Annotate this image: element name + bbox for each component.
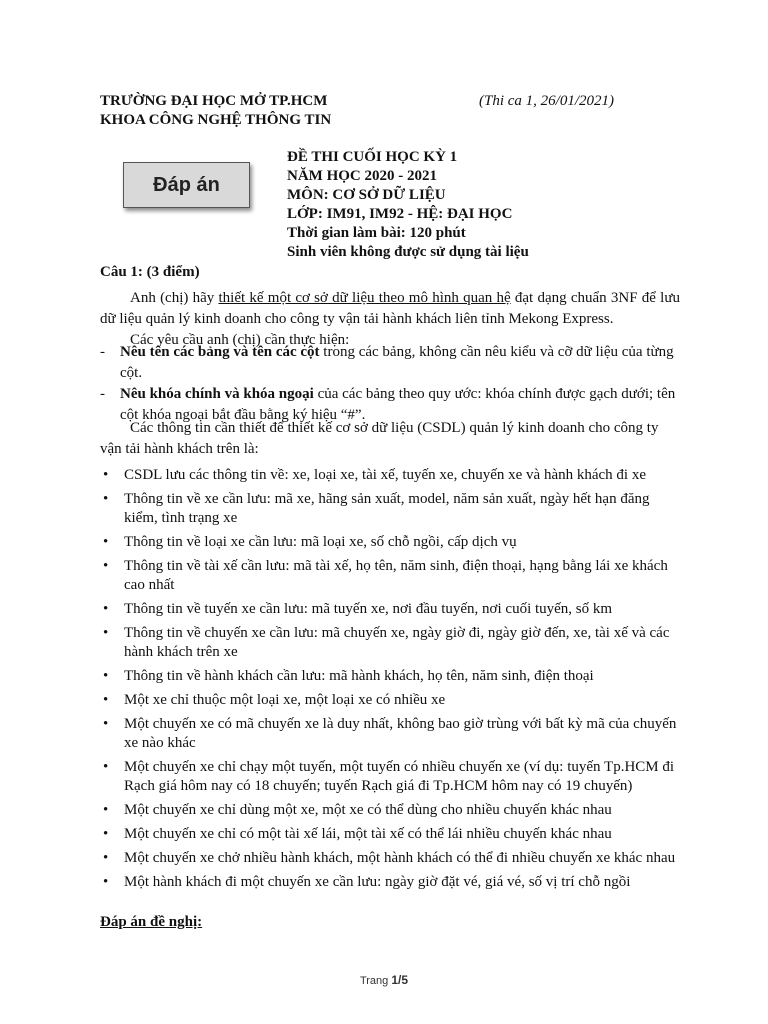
intro-suffix: đạt dạng chuẩn 3NF để lưu dữ liệu quản lý kinh doanh cho công ty vận tải hành khách liên tỉnh Mekong Express. [100, 290, 680, 327]
exam-class: LỚP: IM91, IM92 - HỆ: ĐẠI HỌC [287, 206, 513, 222]
list-item [100, 801, 680, 820]
suggested-answer-heading: Đáp án đề nghị: [100, 914, 203, 930]
list-item [100, 667, 680, 686]
intro-prefix: Anh (chị) hãy [130, 290, 219, 306]
list-item [100, 849, 680, 868]
exam-note: Sinh viên không được sử dụng tài liệu [287, 244, 529, 260]
bullet-dot: • [103, 802, 109, 818]
exam-title: ĐỀ THI CUỐI HỌC KỲ 1 [287, 149, 458, 165]
list-item-text: Một chuyến xe chỉ có một tài xế lái, một tài xế có thể lái nhiều chuyến khác nhau [124, 826, 612, 842]
page-footer [0, 973, 768, 987]
req1-rest: trong các bảng, không cần nêu kiểu và cỡ dữ liệu của từng cột. [120, 344, 674, 381]
bullet-dot: • [103, 874, 109, 890]
bullet-dot: • [103, 625, 109, 641]
bullet-dot: • [103, 759, 109, 775]
list-item-text: Một hành khách đi một chuyến xe cần lưu: ngày giờ đặt vé, giá vé, số vị trí chỗ ngồi [124, 874, 631, 890]
bullet-dot: • [103, 534, 109, 550]
bullet-dot: • [103, 850, 109, 866]
list-item-text: Một xe chỉ thuộc một loại xe, một loại xe có nhiều xe [124, 692, 446, 708]
bullet-dot: • [103, 601, 109, 617]
page-number: 1/5 [391, 973, 409, 987]
bullet-dot: • [103, 716, 109, 732]
list-item [100, 557, 680, 595]
requirement-item: - Nêu khóa chính và khóa ngoại của các bảng theo quy ước: khóa chính được gạch dưới; tên cột khóa ngoại bắt đầu bằng ký hiệu “#”. [100, 386, 676, 423]
list-item-text: Thông tin về tuyến xe cần lưu: mã tuyến xe, nơi đầu tuyến, nơi cuối tuyến, số km [124, 601, 613, 617]
requirement-item: - Nêu tên các bảng và tên các cột trong các bảng, không cần nêu kiểu và cỡ dữ liệu của từng cột. [100, 344, 674, 381]
requirements-intro: Các yêu cầu anh (chị) cần thực hiện: [130, 332, 350, 348]
list-item [100, 691, 680, 710]
req1-bold: Nêu tên các bảng và tên các cột [120, 344, 320, 360]
info-intro: Các thông tin cần thiết để thiết kế cơ sở dữ liệu (CSDL) quản lý kinh doanh cho công ty vận tải hành khách trên là: [100, 420, 659, 457]
bullet-dot: • [103, 558, 109, 574]
list-item [100, 490, 680, 528]
page-word: Trang [359, 975, 389, 987]
list-item [100, 624, 680, 662]
list-item-text: Một chuyến xe có mã chuyến xe là duy nhất, không bao giờ trùng với bất kỳ mã của chuyến xe nào khác [124, 716, 677, 751]
bullet-dot: • [103, 826, 109, 842]
list-item-text: CSDL lưu các thông tin về: xe, loại xe, tài xế, tuyến xe, chuyến xe và hành khách đi xe [124, 467, 647, 483]
list-item [100, 715, 680, 753]
list-item-text: Thông tin về chuyến xe cần lưu: mã chuyến xe, ngày giờ đi, ngày giờ đến, xe, tài xế và các hành khách trên xe [124, 625, 670, 660]
list-item-text: Thông tin về hành khách cần lưu: mã hành khách, họ tên, năm sinh, điện thoại [124, 668, 594, 684]
question-intro [100, 288, 680, 330]
requirement-list [100, 342, 680, 426]
exam-duration: Thời gian làm bài: 120 phút [287, 225, 466, 241]
intro-underlined: thiết kế một cơ sở dữ liệu theo mô hình quan hệ [218, 290, 511, 306]
list-item-text: Thông tin về xe cần lưu: mã xe, hãng sản xuất, model, năm sản xuất, ngày hết hạn đăng kiểm, tình trạng xe [124, 491, 650, 526]
list-item-text: Thông tin về tài xế cần lưu: mã tài xế, họ tên, năm sinh, điện thoại, hạng bằng lái xe khách cao nhất [124, 558, 668, 593]
exam-year: NĂM HỌC 2020 - 2021 [287, 168, 437, 184]
list-item [100, 873, 680, 892]
req2-bold: Nêu khóa chính và khóa ngoại [120, 386, 314, 402]
list-item [100, 825, 680, 844]
list-item-text: Một chuyến xe chỉ chạy một tuyến, một tuyến có nhiều chuyến xe (ví dụ: tuyến Tp.HCM đi Rạch giá hôm nay có 18 chuyến; tuyến Rạch giá đi Tp.HCM hôm nay có 19 chuyến) [124, 759, 675, 794]
answer-badge: Đáp án [123, 162, 250, 208]
requirement-bullets [100, 466, 680, 897]
list-item [100, 758, 680, 796]
list-item [100, 466, 680, 485]
faculty-name: KHOA CÔNG NGHỆ THÔNG TIN [100, 112, 332, 128]
list-item [100, 533, 680, 552]
bullet-dot: • [103, 668, 109, 684]
bullet-dot: • [103, 491, 109, 507]
exam-session: (Thi ca 1, 26/01/2021) [479, 93, 614, 109]
exam-subject: MÔN: CƠ SỞ DỮ LIỆU [287, 187, 446, 203]
list-item-text: Một chuyến xe chở nhiều hành khách, một hành khách có thể đi nhiều chuyến xe khác nhau [124, 850, 676, 866]
school-name: TRƯỜNG ĐẠI HỌC MỞ TP.HCM [100, 93, 328, 109]
req2-rest: của các bảng theo quy ước: khóa chính được gạch dưới; tên cột khóa ngoại bắt đầu bằng ký hiệu “#”. [120, 386, 676, 423]
question-label: Câu 1: (3 điểm) [100, 264, 200, 280]
list-item [100, 600, 680, 619]
bullet-dot: • [103, 467, 109, 483]
list-item-text: Thông tin về loại xe cần lưu: mã loại xe, số chỗ ngồi, cấp dịch vụ [124, 534, 517, 550]
bullet-dot: • [103, 692, 109, 708]
list-item-text: Một chuyến xe chỉ dùng một xe, một xe có thể dùng cho nhiều chuyến khác nhau [124, 802, 612, 818]
